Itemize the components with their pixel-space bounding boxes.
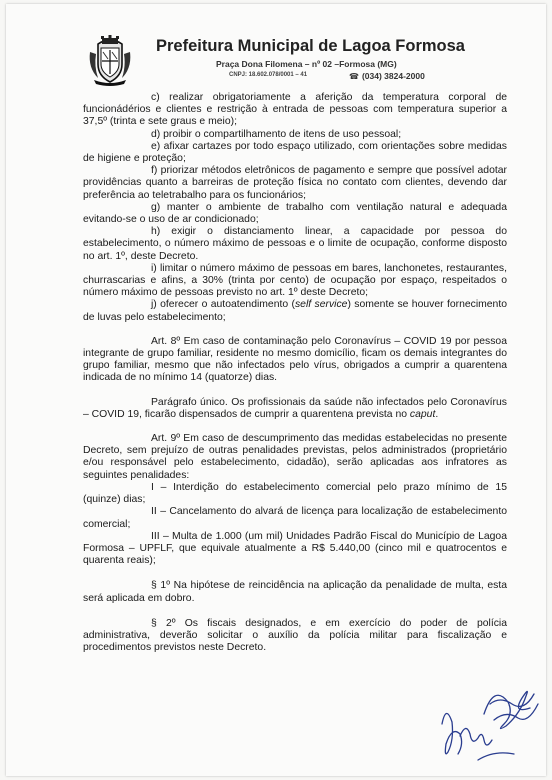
article-8-sole-paragraph	[83, 397, 507, 421]
handwritten-signature-icon	[434, 674, 544, 764]
sole-paragraph-end: .	[435, 408, 439, 420]
article-9: Art. 9º Em caso de descumprimento das medidas estabelecidas no presente Decreto, sem prejuízo de outras penalidades previstas, pelos administrados (proprietário e/ou responsável pelo estabelecimento, cidadão), serão aplicadas aos infratores as seguintes penalidades:	[83, 433, 507, 481]
header-phone	[349, 71, 425, 81]
header-address: Praça Dona Filomena – nº 02 –Formosa (MG)	[216, 59, 397, 69]
item-i: i) limitar o número máximo de pessoas em bares, lanchonetes, restaurantes, churrascarias e afins, a 30% (trinta por cento) de ocupação por espaço, respeitados o número máximo de pessoas previsto no art. 1º deste Decreto;	[83, 262, 507, 299]
item-f: f) priorizar métodos eletrônicos de pagamento e sempre que possível adotar providências quanto a barreiras de proteção física no contato com clientes, devendo dar preferência ao teletrabalho para os funcionários;	[83, 165, 507, 201]
penalty-ii: II – Cancelamento do alvará de licença para localização de estabelecimento comercial;	[83, 506, 507, 530]
item-j-text-end: ) somente se houver fornecimento de luvas pelo estabelecimento;	[83, 299, 508, 323]
item-j-text-start: j) oferecer o autoatendimento (	[151, 299, 295, 311]
penalty-i: I – Interdição do estabelecimento comercial pelo prazo mínimo de 15 (quinze) dias;	[83, 481, 507, 506]
penalty-iii: III – Multa de 1.000 (um mil) Unidades Padrão Fiscal do Município de Lagoa Formosa – UPFLF, que equivale atualmente a R$ 5.440,00 (cinco mil e quatrocentos e quarenta reais);	[83, 530, 507, 567]
item-g: g) manter o ambiente de trabalho com ventilação natural e adequada evitando-se o uso de ar condicionado;	[83, 201, 507, 226]
header-phone-number: (034) 3824-2000	[361, 71, 425, 81]
item-h: h) exigir o distanciamento linear, a capacidade por pessoa do estabelecimento, o número máximo de pessoas e o limite de ocupação, conforme disposto no art. 1º, deste Decreto.	[83, 226, 507, 262]
item-e: e) afixar cartazes por todo espaço utilizado, com orientações sobre medidas de higiene e proteção;	[83, 140, 507, 165]
article-8: Art. 8º Em caso de contaminação pelo Coronavírus – COVID 19 por pessoa integrante de grupo familiar, residente no mesmo domicílio, ficam os demais integrantes do grupo familiar, mesmo que não infectados pelo vírus, obrigados a cumprir a quarentena indicada de no mínimo 14 (quatorze) dias.	[83, 335, 507, 384]
article-9-paragraph-1: § 1º Na hipótese de reincidência na aplicação da penalidade de multa, esta será aplicada em dobro.	[83, 580, 507, 604]
document-page	[6, 4, 546, 776]
telephone-icon: ☎	[349, 72, 359, 81]
municipal-crest-icon	[84, 34, 136, 86]
sole-paragraph-text: Parágrafo único. Os profissionais da saúde não infectados pelo Coronavírus – COVID 19, ficarão dispensados de cumprir a quarentena prevista no	[83, 396, 507, 420]
item-j	[83, 299, 507, 323]
sole-paragraph-italic: caput	[409, 408, 436, 420]
item-j-italic: self service	[294, 299, 348, 311]
article-9-paragraph-2: § 2º Os fiscais designados, e em exercício do poder de polícia administrativa, deverão solicitar o auxílio da polícia militar para fiscalização e procedimentos previstos neste Decreto.	[83, 617, 507, 654]
item-c: c) realizar obrigatoriamente a aferição da temperatura corporal de funcionádérios e clientes e restrição à entrada de pessoas com temperatura superior a 37,5º (trinta e sete graus e meio);	[83, 92, 507, 128]
item-d: d) proibir o compartilhamento de itens de uso pessoal;	[151, 128, 402, 140]
document-body	[83, 92, 507, 654]
header-title: Prefeitura Municipal de Lagoa Formosa	[156, 37, 465, 55]
header-cnpj: CNPJ: 18.602.078/0001 – 41	[229, 72, 308, 78]
